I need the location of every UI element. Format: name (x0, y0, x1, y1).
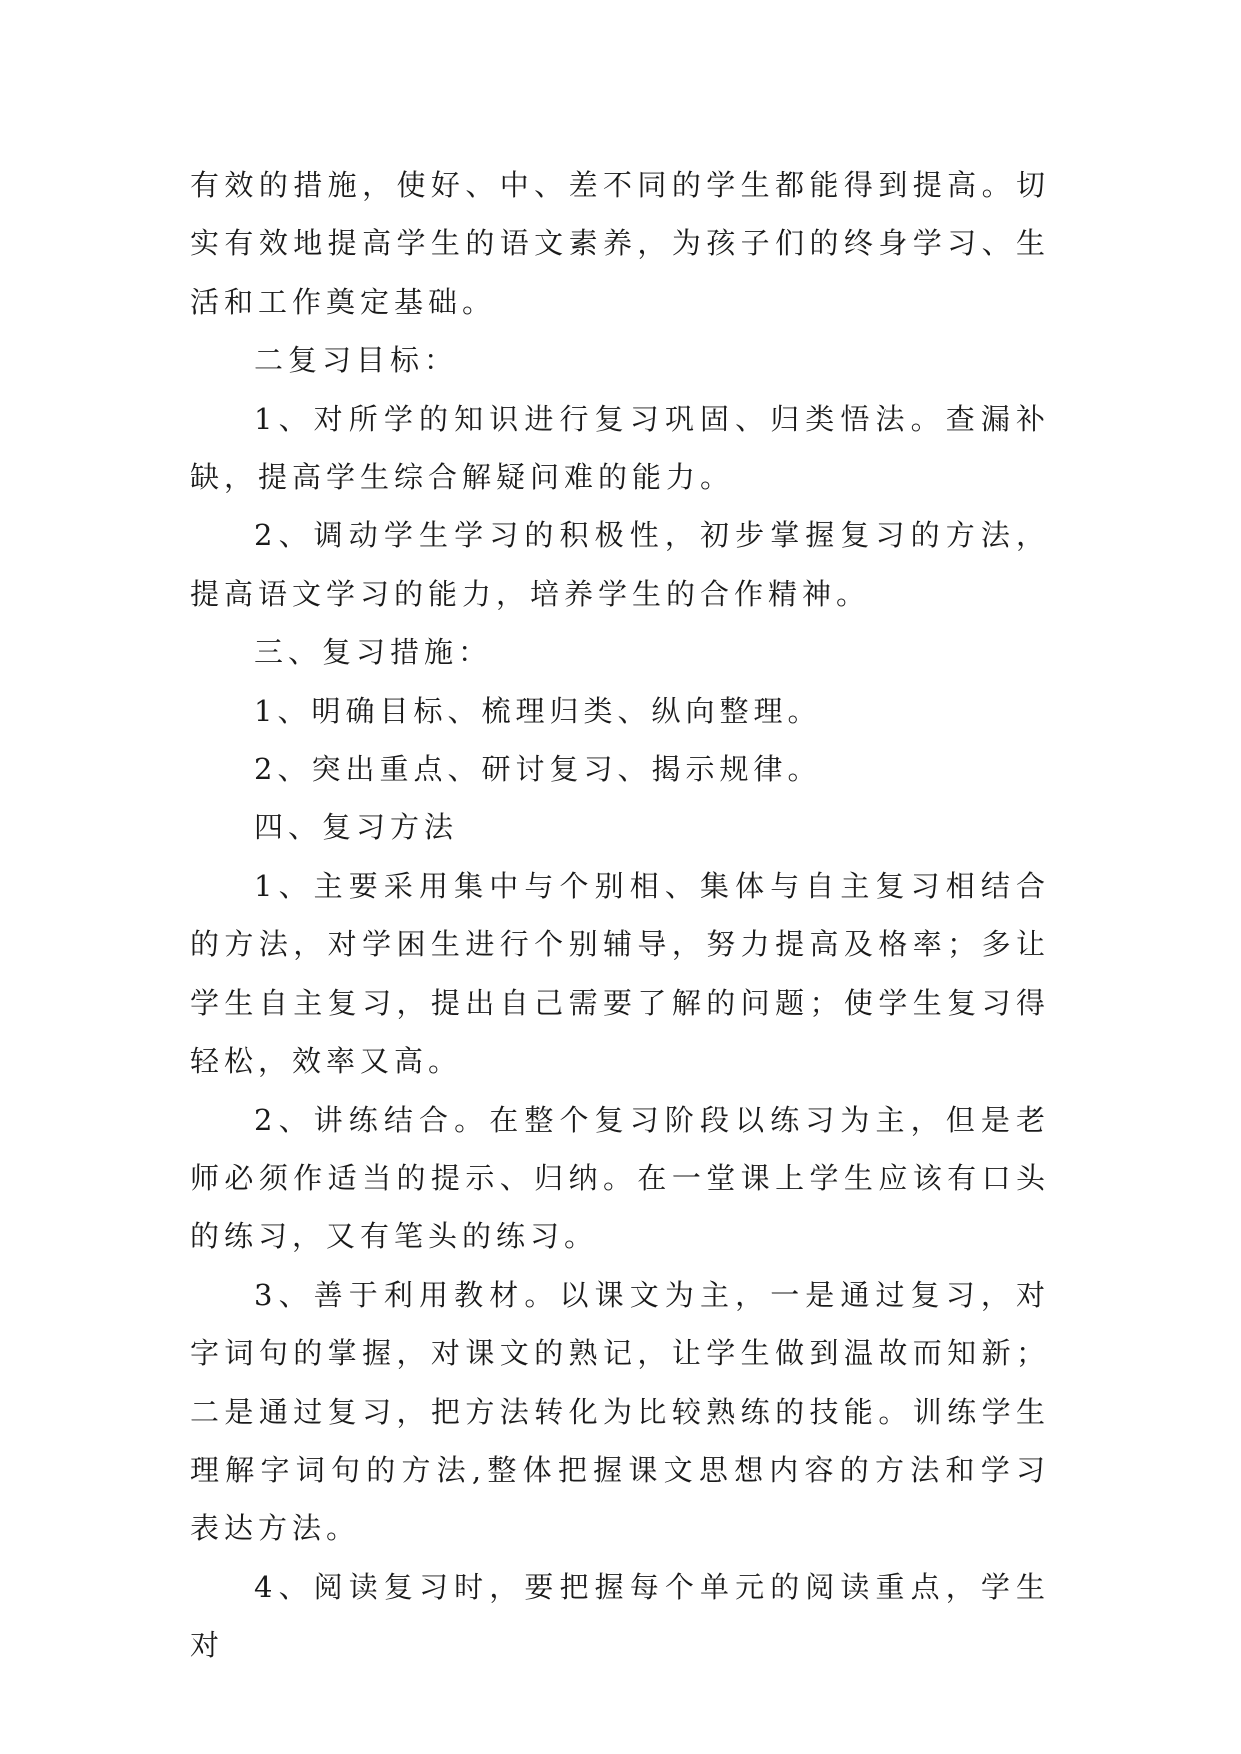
method-item-2: 2、讲练结合。在整个复习阶段以练习为主，但是老师必须作适当的提示、归纳。在一堂课上学生应该有口头的练习，又有笔头的练习。 (190, 1102, 1050, 1254)
document-page (190, 156, 1050, 1675)
paragraph-continuation: 有效的措施，使好、中、差不同的学生都能得到提高。切实有效地提高学生的语文素养，为孩子们的终身学习、生活和工作奠定基础。 (190, 168, 1050, 319)
goal-item-1: 1、对所学的知识进行复习巩固、归类悟法。查漏补缺，提高学生综合解疑问难的能力。 (190, 401, 1050, 495)
section-heading-review-measures: 三、复习措施： (254, 635, 493, 670)
method-item-4: 4、阅读复习时，要把握每个单元的阅读重点，学生对 (190, 1569, 1050, 1663)
method-item-1: 1、主要采用集中与个别相、集体与自主复习相结合的方法，对学困生进行个别辅导，努力提高及格率；多让学生自主复习，提出自己需要了解的问题；使学生复习得轻松，效率又高。 (190, 868, 1050, 1079)
method-item-3: 3、善于利用教材。以课文为主，一是通过复习，对字词句的掌握，对课文的熟记，让学生做到温故而知新；二是通过复习，把方法转化为比较熟练的技能。训练学生理解字词句的方法,整体把握课文思想内容的方法和学习表达方法。 (190, 1277, 1050, 1546)
section-heading-review-goals: 二复习目标： (254, 343, 459, 378)
measure-item-1: 1、明确目标、梳理归类、纵向整理。 (254, 693, 822, 728)
section-heading-review-methods: 四、复习方法 (254, 810, 459, 845)
goal-item-2: 2、调动学生学习的积极性，初步掌握复习的方法，提高语文学习的能力，培养学生的合作精神。 (190, 518, 1050, 611)
measure-item-2: 2、突出重点、研讨复习、揭示规律。 (254, 752, 822, 787)
